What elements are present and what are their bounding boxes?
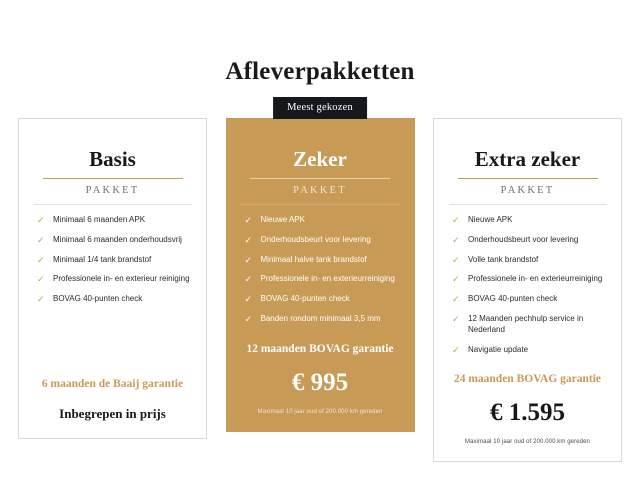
check-icon: ✓ [37,254,45,265]
check-icon: ✓ [37,274,45,285]
feature-label: Navigatie update [468,344,529,354]
package-guarantee: 6 maanden de Baaij garantie [41,377,184,390]
list-item [452,215,607,226]
list-item [452,345,607,356]
feature-label: BOVAG 40-punten check [468,294,558,304]
check-icon: ✓ [37,215,45,225]
package-subtitle: PAKKET [85,185,140,196]
feature-label: Onderhoudsbeurt voor levering [468,234,579,244]
package-subtitle: PAKKET [293,185,347,196]
list-item [452,314,607,336]
package-fineprint: Maximaal 10 jaar oud of 200.000 km gereden [257,408,383,415]
check-icon: ✓ [452,344,460,355]
check-icon: ✓ [244,294,253,305]
package-price: Inbegrepen in prijs [59,405,166,421]
check-icon: ✓ [244,254,253,265]
feature-label: Volle tank brandstof [468,254,539,264]
check-icon: ✓ [37,294,45,305]
feature-label: 12 Maanden pechhulp service in Nederland [468,313,584,334]
check-icon: ✓ [452,294,460,305]
list-item [37,294,192,305]
package-card-basis[interactable] [18,118,207,439]
package-title: Zeker [293,147,347,171]
check-icon: ✓ [244,215,253,225]
list-item [37,274,192,285]
feature-label: Minimaal 6 maanden APK [53,215,146,224]
feature-label: Minimaal 1/4 tank brandstof [53,254,152,264]
package-guarantee: 24 maanden BOVAG garantie [453,373,602,386]
package-card-zeker[interactable] [226,102,415,432]
list-item [452,294,607,305]
package-price: € 995 [291,368,349,396]
package-fineprint: Maximaal 10 jaar oud of 200.000 km gereden [465,439,590,446]
package-title: Basis [89,147,136,171]
section-divider [34,204,192,205]
list-item [37,235,192,246]
feature-label: Professionele in- en exterieur reiniging [53,274,190,284]
list-item [245,235,400,246]
package-price: € 1.595 [490,399,565,427]
check-icon: ✓ [452,274,460,285]
list-item [245,215,400,226]
section-divider [241,204,399,205]
feature-label: Onderhoudsbeurt voor levering [260,234,371,244]
check-icon: ✓ [452,234,460,245]
status-badge: Meest gekozen [273,97,367,119]
feature-label: Professionele in- en exterieurreiniging [260,274,395,284]
check-icon: ✓ [452,313,460,324]
feature-label: BOVAG 40-punten check [260,294,350,304]
list-item [452,274,607,285]
feature-label: Nieuwe APK [260,215,305,224]
list-item [37,215,192,226]
page-title: Afleverpakketten [225,58,415,85]
title-divider [250,178,390,179]
check-icon: ✓ [244,234,253,245]
package-card-list [18,102,622,462]
package-subtitle: PAKKET [500,185,555,196]
feature-label: BOVAG 40-punten check [53,294,143,304]
spacer [33,314,192,360]
list-item [245,314,400,325]
title-divider [458,178,598,179]
check-icon: ✓ [37,234,45,245]
check-icon: ✓ [244,274,253,285]
package-title: Extra zeker [474,147,581,171]
check-icon: ✓ [452,215,460,225]
list-item [452,235,607,246]
title-divider [43,178,183,179]
feature-label: Nieuwe APK [468,215,513,224]
package-guarantee: 12 maanden BOVAG garantie [246,342,394,355]
list-item [245,274,400,285]
check-icon: ✓ [452,254,460,265]
list-item [37,255,192,266]
feature-label: Professionele in- en exterieurreiniging [468,274,603,284]
list-item [245,294,400,305]
feature-label: Banden rondom minimaal 3,5 mm [260,313,381,323]
list-item [245,255,400,266]
check-icon: ✓ [244,313,253,324]
feature-label: Minimaal halve tank brandstof [260,254,367,264]
feature-label: Minimaal 6 maanden onderhoudsvrij [53,234,182,244]
section-divider [449,204,607,205]
package-card-extra-zeker[interactable] [433,118,622,462]
list-item [452,255,607,266]
